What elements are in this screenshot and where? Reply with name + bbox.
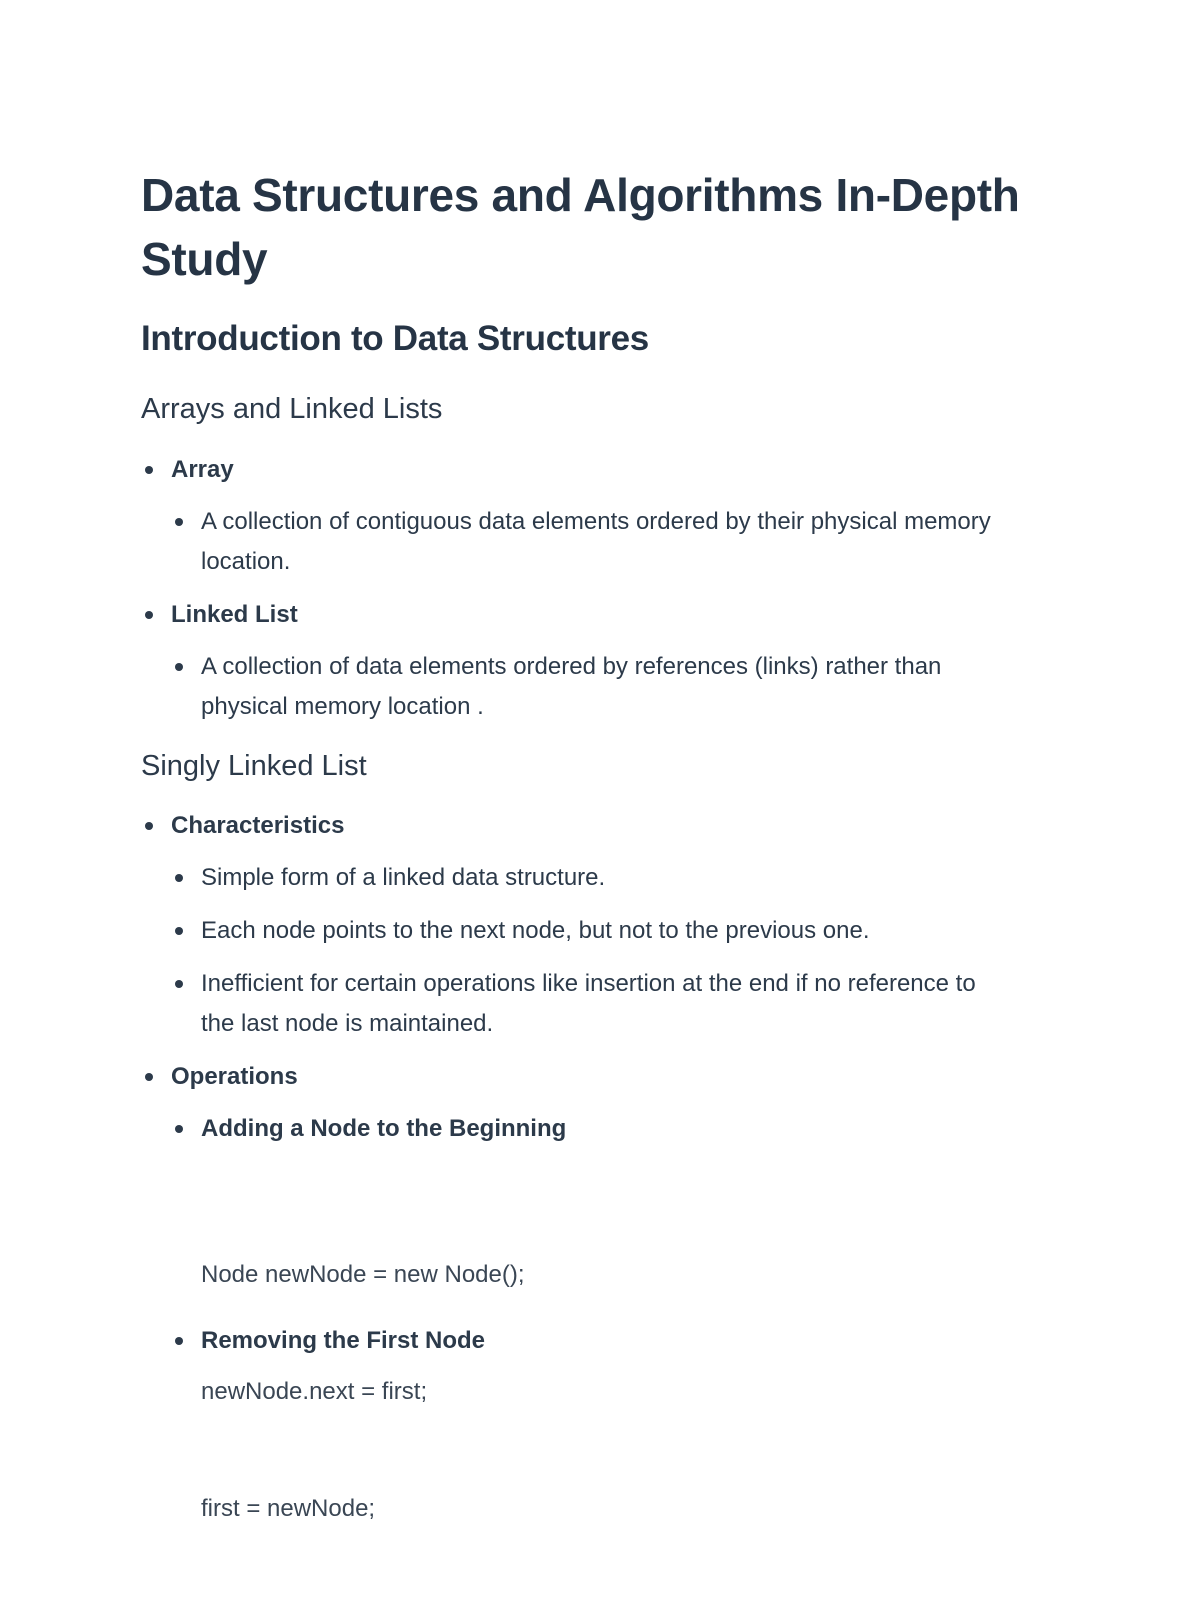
characteristic-text-3: Inefficient for certain operations like insertion at the end if no reference to the last node is maintained. xyxy=(201,970,976,1037)
characteristic-text-1: Simple form of a linked data structure. xyxy=(201,864,606,891)
list-item-linked-list-definition xyxy=(201,647,1031,727)
subsection-heading-singly-linked-list: Singly Linked List xyxy=(141,750,367,782)
list-item-linked-list xyxy=(171,595,298,635)
bullet-icon xyxy=(175,874,183,882)
list-item-operation-add-node xyxy=(201,1109,1031,1149)
linked-list-definition-text: A collection of data elements ordered by references (links) rather than physical memory location . xyxy=(201,653,942,720)
term-array: Array xyxy=(171,456,234,483)
array-definition-text: A collection of contiguous data elements ordered by their physical memory location. xyxy=(201,508,991,575)
subsection-heading-arrays-linked-lists: Arrays and Linked Lists xyxy=(141,393,443,425)
list-item-array xyxy=(171,450,234,490)
bullet-icon xyxy=(145,822,153,830)
term-linked-list: Linked List xyxy=(171,601,298,628)
term-operations: Operations xyxy=(171,1063,298,1090)
characteristic-text-2: Each node points to the next node, but not to the previous one. xyxy=(201,917,870,944)
bullet-icon xyxy=(175,1125,183,1133)
bullet-icon xyxy=(145,611,153,619)
code-block-add-node xyxy=(201,1177,525,1606)
bullet-icon xyxy=(175,980,183,988)
code-line: first = newNode; xyxy=(201,1495,376,1522)
bullet-icon xyxy=(175,663,183,671)
code-line: Node newNode = new Node(); xyxy=(201,1261,525,1288)
operation-remove-first-label: Removing the First Node xyxy=(201,1327,486,1354)
term-characteristics: Characteristics xyxy=(171,812,345,839)
code-line: newNode.next = first; xyxy=(201,1378,428,1405)
list-item-characteristic-1 xyxy=(201,858,1031,898)
list-item-characteristic-3 xyxy=(201,964,981,1044)
list-item-operations xyxy=(171,1057,298,1097)
list-item-array-definition xyxy=(201,502,1031,582)
bullet-icon xyxy=(175,1337,183,1345)
list-item-characteristic-2 xyxy=(201,911,1031,951)
bullet-icon xyxy=(145,466,153,474)
section-heading: Introduction to Data Structures xyxy=(141,319,649,358)
list-item-characteristics xyxy=(171,806,344,846)
bullet-icon xyxy=(175,927,183,935)
operation-add-node-label: Adding a Node to the Beginning xyxy=(201,1115,567,1142)
bullet-icon xyxy=(175,518,183,526)
document-title: Data Structures and Algorithms In-Depth Study xyxy=(141,169,1020,285)
bullet-icon xyxy=(145,1073,153,1081)
list-item-operation-remove-first xyxy=(201,1321,1031,1361)
